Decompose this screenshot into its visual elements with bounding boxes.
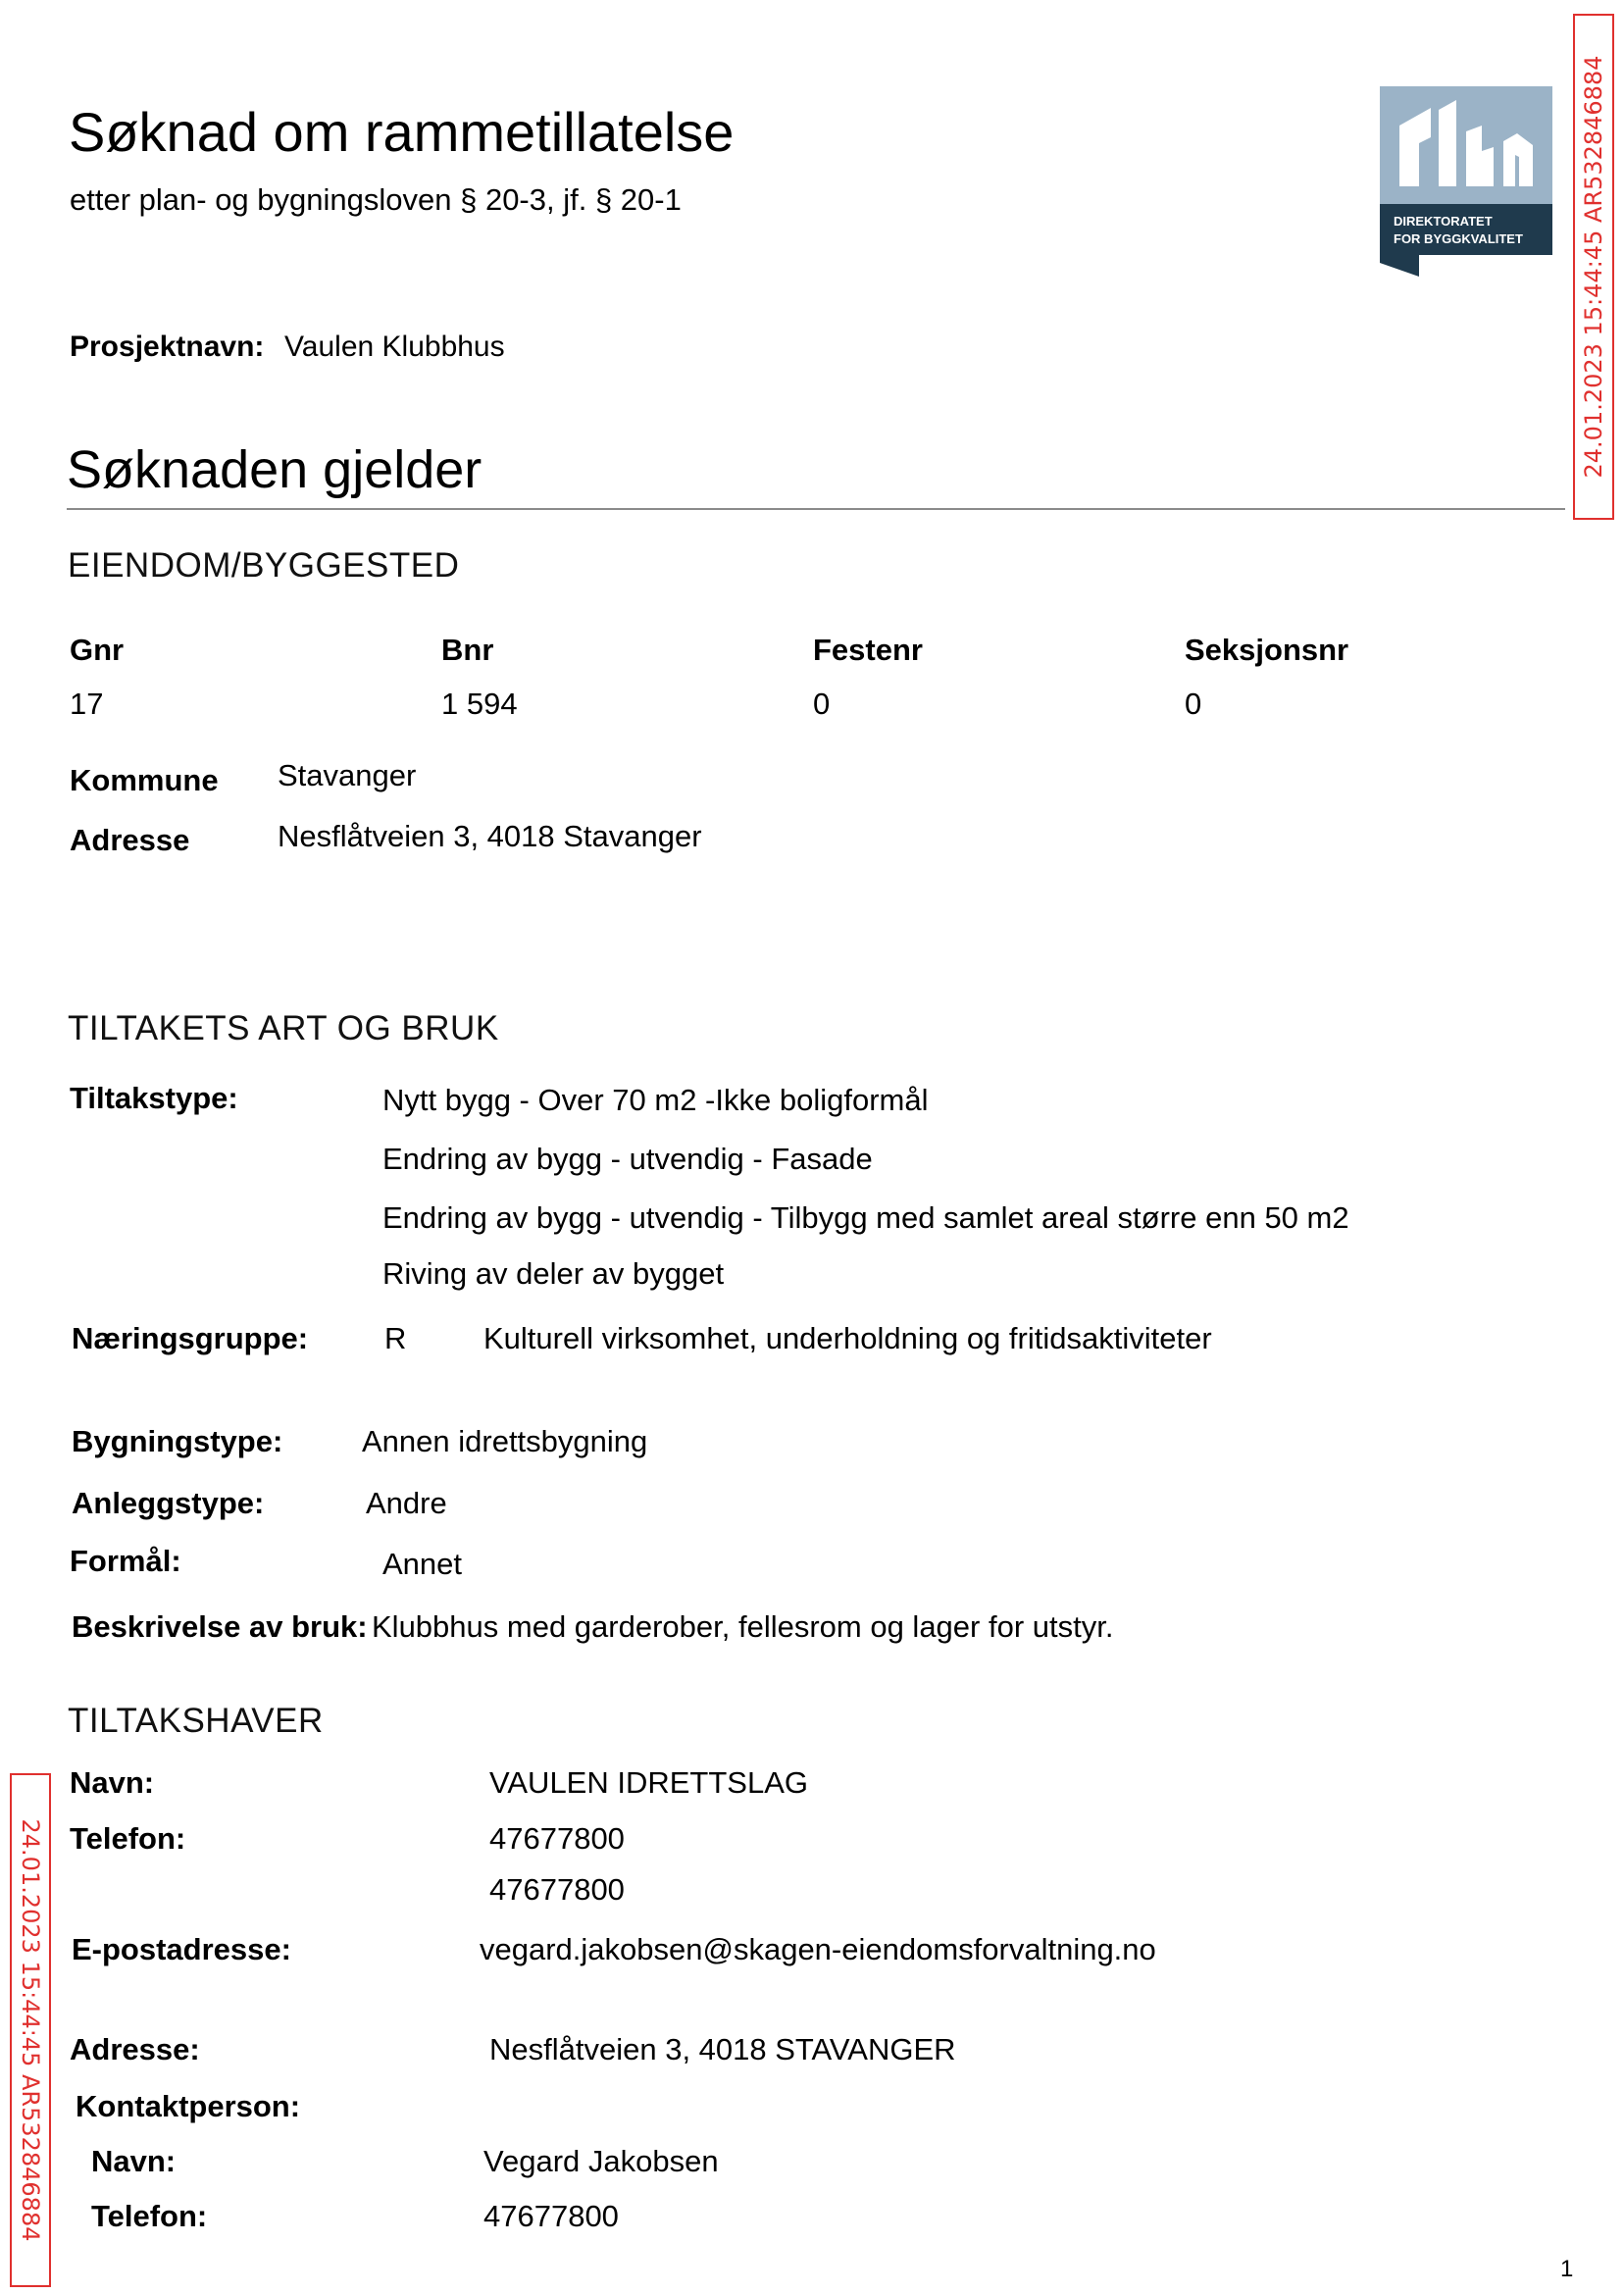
naeringsgruppe-code: R bbox=[384, 1321, 407, 1355]
kontakt-navn-label: Navn: bbox=[91, 2144, 177, 2178]
col-festenr-header: Festenr bbox=[813, 633, 923, 667]
tiltakstype-item: Endring av bygg - utvendig - Tilbygg med samlet areal større enn 50 m2 bbox=[382, 1200, 1349, 1235]
section-divider bbox=[67, 508, 1565, 510]
kommune-label: Kommune bbox=[70, 763, 219, 797]
kontakt-telefon-label: Telefon: bbox=[91, 2199, 208, 2233]
kontakt-navn-value: Vegard Jakobsen bbox=[483, 2144, 719, 2178]
tiltakshaver-adresse-label: Adresse: bbox=[70, 2032, 200, 2066]
adresse-value: Nesflåtveien 3, 4018 Stavanger bbox=[278, 819, 702, 853]
tiltakstype-item: Nytt bygg - Over 70 m2 -Ikke boligformål bbox=[382, 1083, 929, 1117]
naeringsgruppe-label: Næringsgruppe: bbox=[72, 1321, 309, 1355]
tiltakshaver-telefon-value-2: 47677800 bbox=[489, 1872, 625, 1907]
epost-label: E-postadresse: bbox=[72, 1932, 291, 1966]
timestamp-stamp-bottom bbox=[10, 1773, 51, 2287]
tiltakstype-label: Tiltakstype: bbox=[70, 1081, 238, 1115]
property-heading: EIENDOM/BYGGESTED bbox=[68, 546, 460, 585]
bygningstype-label: Bygningstype: bbox=[72, 1424, 283, 1458]
adresse-label: Adresse bbox=[70, 823, 190, 857]
tiltakstype-item: Riving av deler av bygget bbox=[382, 1256, 725, 1291]
tiltakshaver-adresse-value: Nesflåtveien 3, 4018 STAVANGER bbox=[489, 2032, 956, 2066]
page-number: 1 bbox=[1560, 2256, 1574, 2282]
stamp-text: 24.01.2023 15:44:45 AR532846884 bbox=[17, 1818, 44, 2242]
tiltakshaver-heading: TILTAKSHAVER bbox=[68, 1702, 324, 1740]
formal-value: Annet bbox=[382, 1547, 463, 1581]
formal-label: Formål: bbox=[70, 1544, 181, 1578]
anleggstype-value: Andre bbox=[366, 1486, 447, 1520]
col-seksjonsnr-header: Seksjonsnr bbox=[1185, 633, 1349, 667]
dibk-logo bbox=[1380, 86, 1552, 277]
festenr-value: 0 bbox=[813, 687, 831, 721]
tiltakshaver-navn-label: Navn: bbox=[70, 1765, 155, 1800]
tiltakshaver-telefon-value: 47677800 bbox=[489, 1821, 625, 1856]
project-name-value: Vaulen Klubbhus bbox=[284, 331, 505, 363]
kontaktperson-label: Kontaktperson: bbox=[76, 2089, 301, 2123]
project-name-label: Prosjektnavn: bbox=[70, 331, 265, 363]
tiltak-heading: TILTAKETS ART OG BRUK bbox=[68, 1009, 499, 1047]
col-gnr-header: Gnr bbox=[70, 633, 125, 667]
col-bnr-header: Bnr bbox=[441, 633, 494, 667]
anleggstype-label: Anleggstype: bbox=[72, 1486, 265, 1520]
bnr-value: 1 594 bbox=[441, 687, 518, 721]
logo-text-line-1: DIREKTORATET bbox=[1394, 214, 1493, 229]
bygningstype-value: Annen idrettsbygning bbox=[362, 1424, 648, 1458]
beskrivelse-label: Beskrivelse av bruk: bbox=[72, 1609, 368, 1644]
seksjonsnr-value: 0 bbox=[1185, 687, 1202, 721]
logo-text-line-2: FOR BYGGKVALITET bbox=[1394, 231, 1523, 246]
section-title: Søknaden gjelder bbox=[67, 440, 482, 499]
naeringsgruppe-value: Kulturell virksomhet, underholdning og fritidsaktiviteter bbox=[483, 1321, 1212, 1355]
beskrivelse-value: Klubbhus med garderober, fellesrom og lager for utstyr. bbox=[372, 1609, 1114, 1644]
document-subtitle: etter plan- og bygningsloven § 20-3, jf. § 20-1 bbox=[70, 182, 682, 217]
kommune-value: Stavanger bbox=[278, 758, 417, 792]
gnr-value: 17 bbox=[70, 687, 104, 721]
tiltakshaver-telefon-label: Telefon: bbox=[70, 1821, 186, 1856]
tiltakstype-item: Endring av bygg - utvendig - Fasade bbox=[382, 1142, 873, 1176]
kontakt-telefon-value: 47677800 bbox=[483, 2199, 619, 2233]
dibk-logo-icon bbox=[1380, 86, 1552, 277]
tiltakshaver-navn-value: VAULEN IDRETTSLAG bbox=[489, 1765, 809, 1800]
timestamp-stamp-top bbox=[1573, 14, 1614, 520]
stamp-text: 24.01.2023 15:44:45 AR532846884 bbox=[1580, 55, 1607, 479]
document-title: Søknad om rammetillatelse bbox=[69, 101, 735, 163]
epost-value: vegard.jakobsen@skagen-eiendomsforvaltning.no bbox=[480, 1932, 1156, 1966]
